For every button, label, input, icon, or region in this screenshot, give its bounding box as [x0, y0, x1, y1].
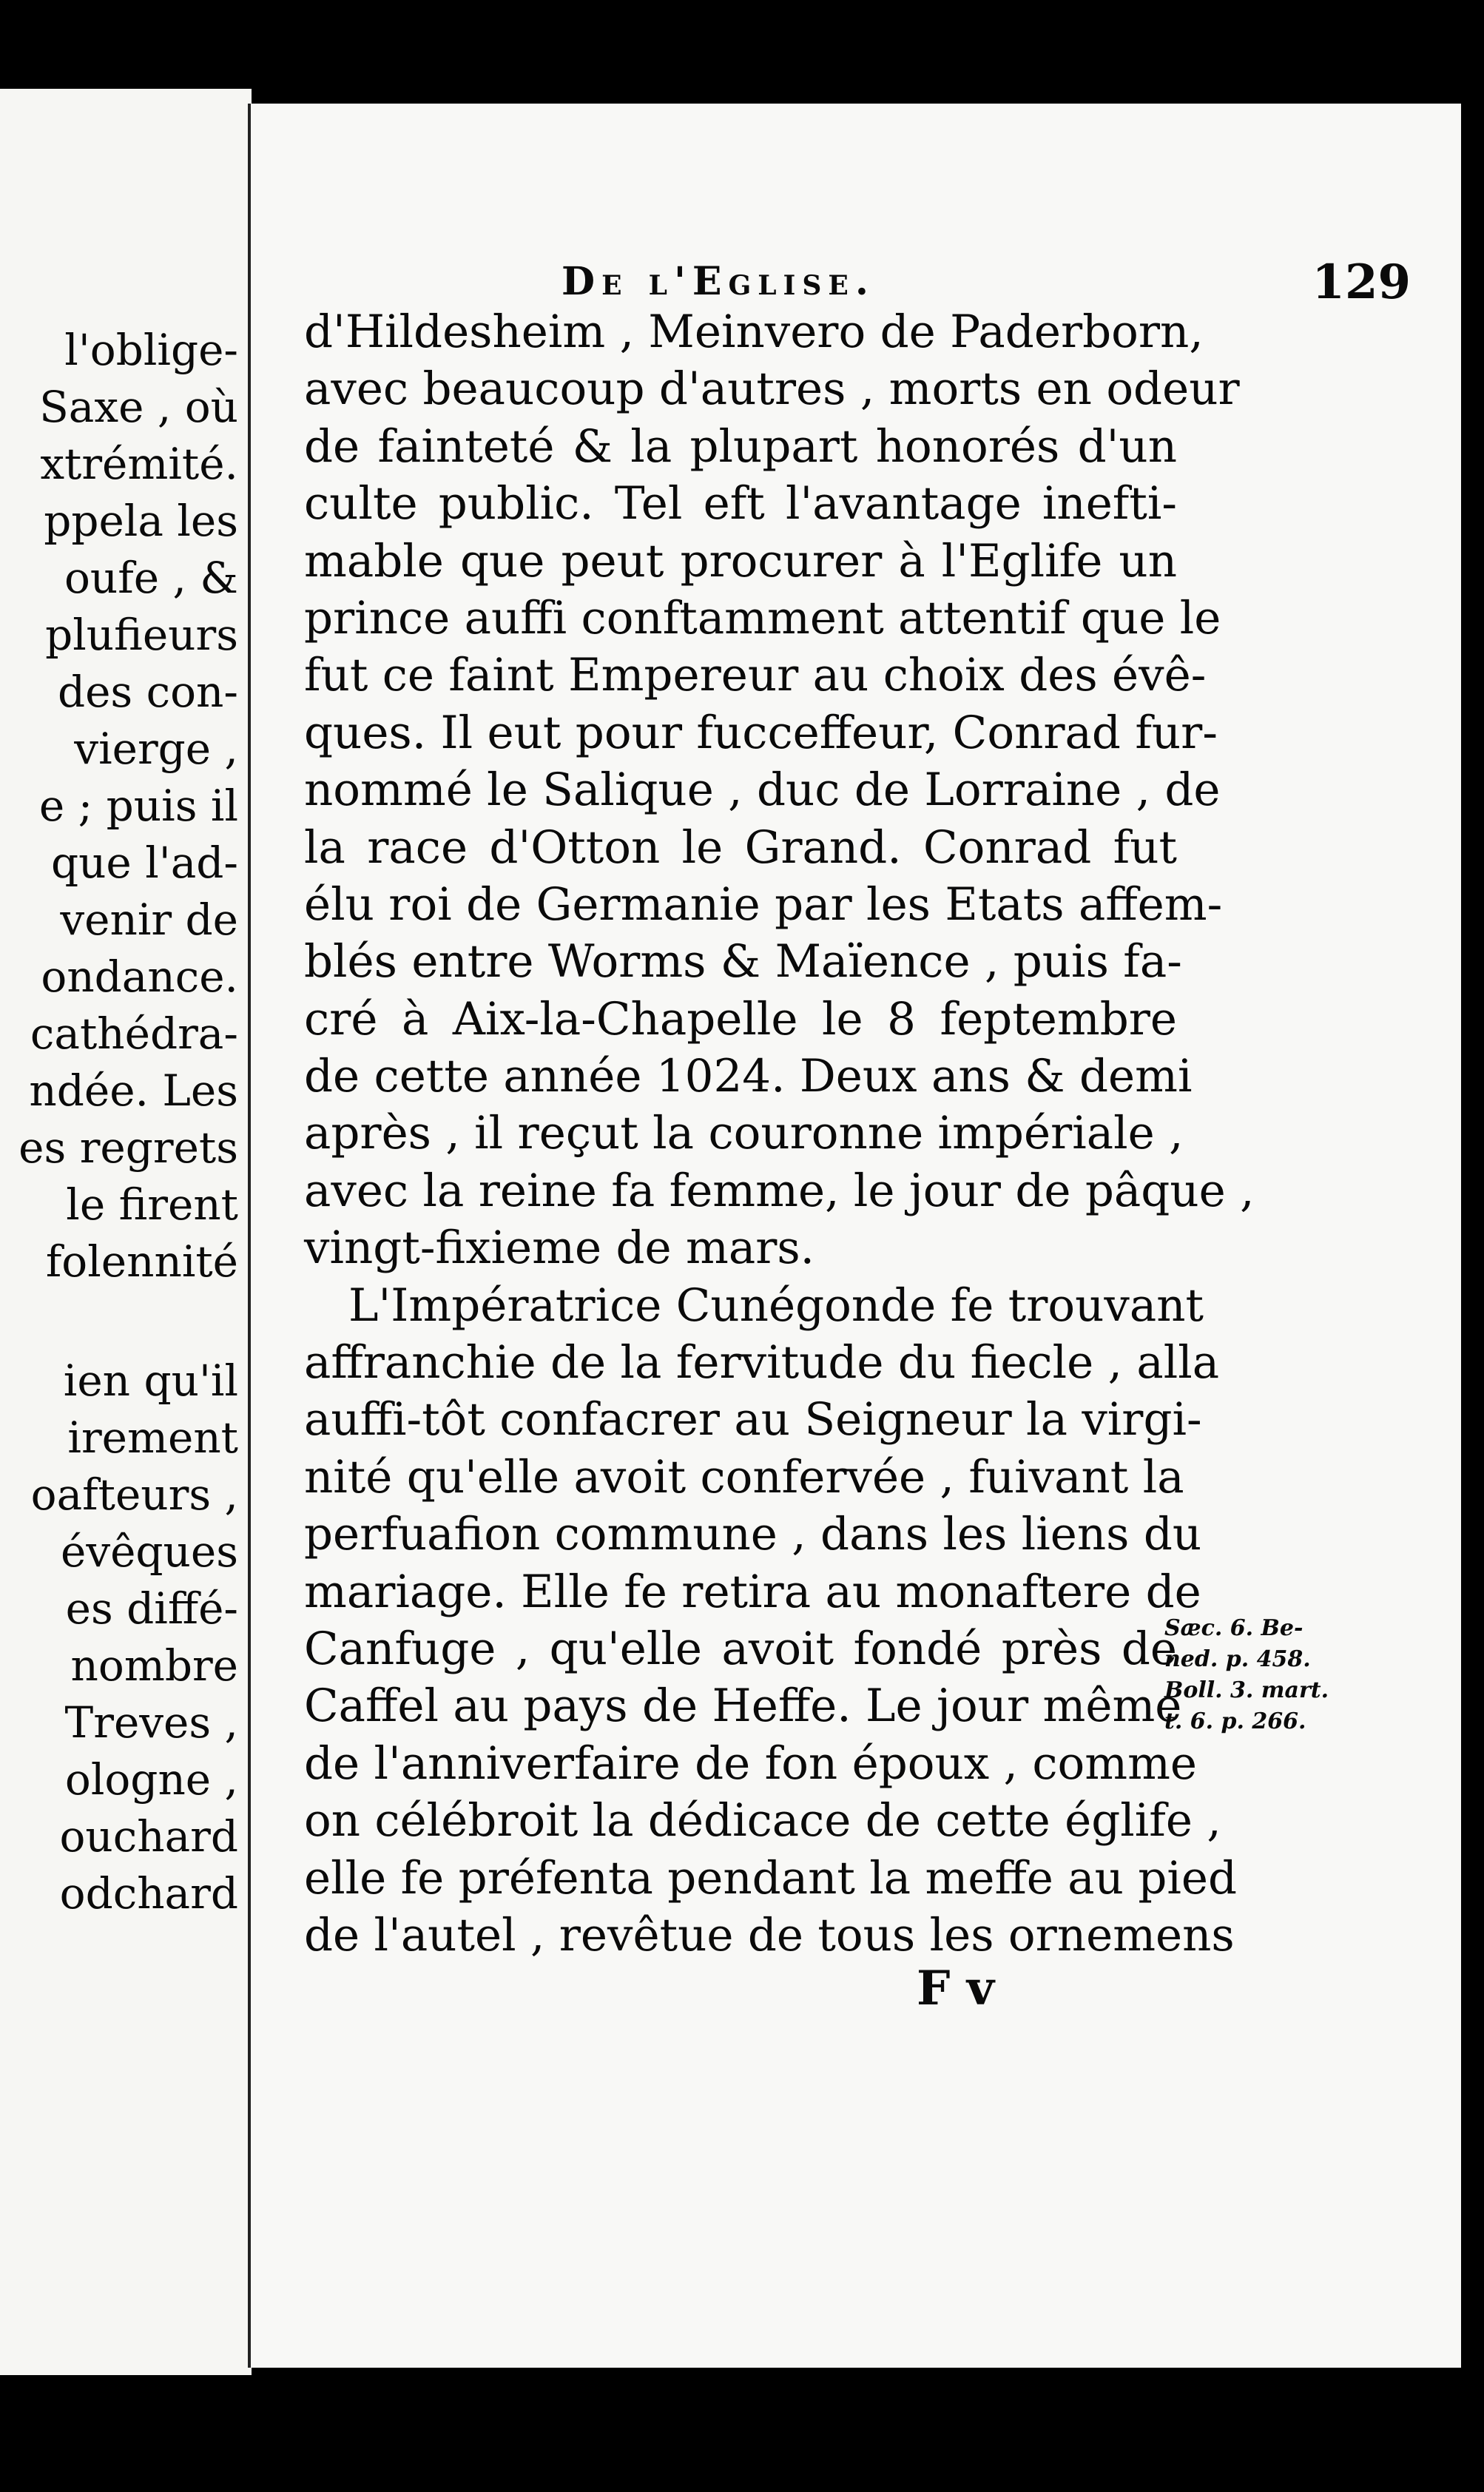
text-line: oafteurs , [30, 1469, 238, 1520]
margin-note [1164, 1613, 1329, 1737]
text-line: cathédra- [30, 1008, 238, 1059]
right-page [248, 104, 1461, 2368]
text-line: fut ce faint Empereur au choix des évê- [304, 649, 1207, 702]
left-page-text [0, 322, 252, 1922]
text-line: prince auffi conftamment attentif que le [304, 591, 1221, 644]
text-line: mariage. Elle fe retira au monaftere de [304, 1565, 1201, 1618]
margin-note-line: ned. p. 458. [1164, 1646, 1311, 1672]
text-line: cré à Aix-la-Chapelle le 8 feptembre [304, 992, 1177, 1045]
text-line: des con- [57, 667, 238, 717]
text-line: mable que peut procurer à l'Eglife un [304, 534, 1177, 587]
text-line: oufe , & [64, 553, 238, 603]
text-line: Canfuge , qu'elle avoit fondé près de [304, 1622, 1177, 1675]
text-line: avec beaucoup d'autres , morts en odeur [304, 363, 1240, 416]
text-line: irement [67, 1412, 238, 1463]
text-line: vierge , [74, 724, 238, 774]
left-page [0, 89, 252, 2375]
margin-note-line: t. 6. p. 266. [1164, 1708, 1306, 1734]
text-line: xtrémité. [40, 439, 238, 489]
margin-note-line: Boll. 3. mart. [1164, 1677, 1329, 1703]
signature-mark: F v [917, 1961, 994, 2016]
text-line: perfuafion commune , dans les liens du [304, 1508, 1202, 1561]
text-line: venir de [60, 895, 238, 945]
text-line: ndée. Les [29, 1065, 238, 1116]
text-line: avec la reine fa femme, le jour de pâque , [304, 1164, 1255, 1217]
text-line: ques. Il eut pour fucceffeur, Conrad fur- [304, 706, 1218, 759]
text-line: ppela les [44, 496, 238, 546]
text-line: vingt-fixieme de mars. [304, 1222, 815, 1275]
margin-note-line: Sæc. 6. Be- [1164, 1615, 1303, 1641]
text-line: L'Impératrice Cunégonde fe trouvant [348, 1279, 1204, 1332]
text-line: après , il reçut la couronne impériale , [304, 1107, 1184, 1160]
text-line: blés entre Worms & Maïence , puis fa- [304, 935, 1182, 989]
text-line: évêques [61, 1526, 238, 1577]
text-line [0, 1290, 252, 1353]
text-line: ondance. [41, 952, 238, 1002]
text-line: folennité [45, 1236, 238, 1287]
text-line: e ; puis il [38, 781, 238, 831]
text-line: on célébroit la dédicace de cette églife , [304, 1794, 1221, 1848]
text-line: plufieurs [45, 610, 238, 660]
text-line: Saxe , où [39, 382, 238, 432]
text-line: Treves , [64, 1697, 238, 1748]
text-line: d'Hildesheim , Meinvero de Paderborn, [304, 306, 1204, 358]
text-line: es diffé- [65, 1583, 238, 1634]
text-line: nombre [70, 1640, 238, 1691]
text-line: élu roi de Germanie par les Etats affem- [304, 878, 1223, 931]
text-line: culte public. Tel eft l'avantage inefti- [304, 477, 1177, 531]
text-line: que l'ad- [50, 838, 238, 888]
text-line: Caffel au pays de Heffe. Le jour même [304, 1680, 1182, 1733]
text-line: ien qu'il [63, 1356, 238, 1406]
text-line: nommé le Salique , duc de Lorraine , de [304, 764, 1221, 817]
text-line: elle fe préfenta pendant la meffe au pied [304, 1851, 1238, 1905]
header-title: De l'Eglise. [561, 259, 875, 304]
text-line: de l'autel , revêtue de tous les ornemens [304, 1908, 1235, 1961]
text-line: l'oblige- [64, 325, 238, 375]
text-line: ouchard [59, 1811, 238, 1862]
text-line: odchard [59, 1868, 238, 1919]
text-line: ologne , [64, 1754, 238, 1805]
text-line: es regrets [18, 1122, 238, 1173]
text-line: de cette année 1024. Deux ans & demi [304, 1050, 1193, 1103]
text-line: auffi-tôt confacrer au Seigneur la virgi- [304, 1393, 1202, 1447]
text-line: nité qu'elle avoit confervée , fuivant la [304, 1450, 1184, 1503]
text-line: le firent [66, 1179, 238, 1230]
page-number: 129 [1312, 255, 1411, 310]
text-line: de fainteté & la plupart honorés d'un [304, 420, 1177, 473]
text-line: affranchie de la fervitude du fiecle , alla [304, 1336, 1220, 1390]
text-line: la race d'Otton le Grand. Conrad fut [304, 821, 1177, 874]
text-line: de l'anniverfaire de fon époux , comme [304, 1737, 1198, 1790]
